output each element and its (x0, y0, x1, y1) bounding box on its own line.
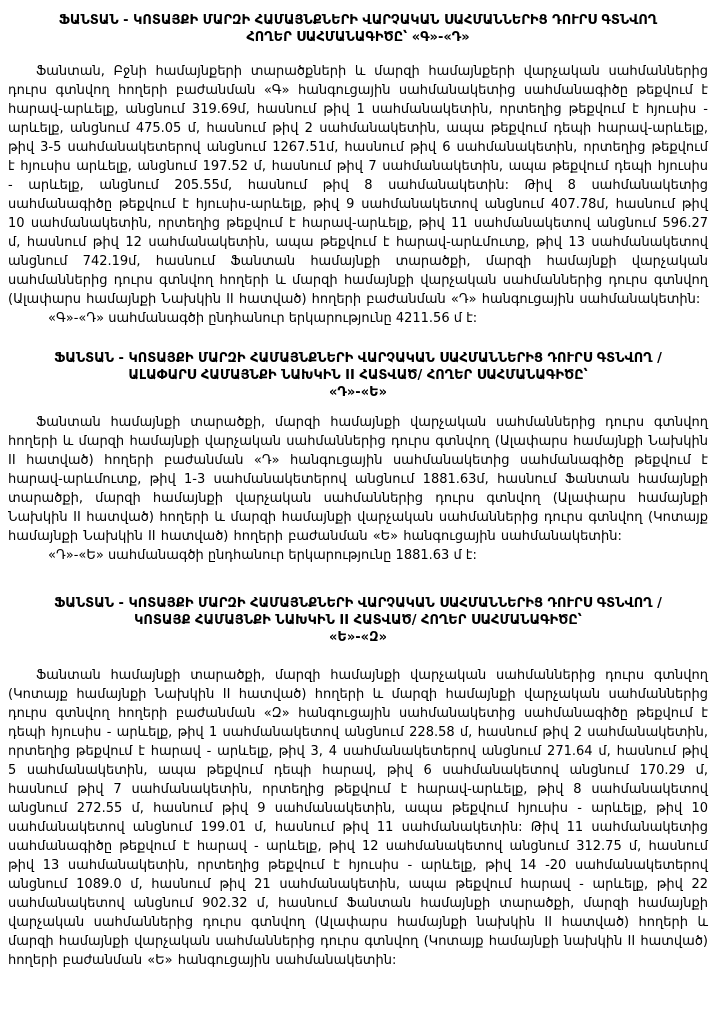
section-3-heading-line-1: ՖԱՆՏԱՆ - ԿՈՏԱՅՔԻ ՄԱՐԶԻ ՀԱՄԱՅՆՔՆԵՐԻ ՎԱՐՉԱԿԱՆ ՍԱՀՄԱՆՆԵՐԻՑ ԴՈՒՐՍ ԳՏՆՎՈՂ / (54, 596, 662, 611)
section-3-heading-line-3: «Ե»-«Զ» (329, 630, 387, 645)
section-2-length-note: «Դ»-«Ե» սահմանագծի ընդհանուր երկարությունը 1881.63 մ է: (48, 548, 477, 563)
section-1-length-note: «Գ»-«Դ» սահմանագծի ընդհանուր երկարությունը 4211.56 մ է: (48, 311, 478, 326)
section-2-heading (8, 350, 708, 401)
section-1-heading-line-2: ՀՈՂԵՐ ՍԱՀՄԱՆԱԳԻԾԸ՝ «Գ»-«Դ» (246, 30, 470, 45)
section-3-heading (8, 595, 708, 646)
section-2-heading-line-3: «Դ»-«Ե» (329, 385, 387, 400)
section-2-heading-line-1: ՖԱՆՏԱՆ - ԿՈՏԱՅՔԻ ՄԱՐԶԻ ՀԱՄԱՅՆՔՆԵՐԻ ՎԱՐՉԱԿԱՆ ՍԱՀՄԱՆՆԵՐԻՑ ԴՈՒՐՍ ԳՏՆՎՈՂ / (54, 351, 662, 366)
section-1-body-paragraph: Ֆանտան, Բջնի համայնքերի տարածքների և մարզի համայնքերի վարչական սահմաններից դուրս գտնվող հողերի բաժանման «Գ» հանգուցային սահմանակետից սահմանագիծը թեքվում է հարավ-արևելք, անցնում 319.69մ, հասնում թիվ 1 սահմանակետին, որտեղից թեքվում է հյուսիս - արևելք, անցնում 475.05 մ, հասնում թիվ 2 սահմանակետին, ապա թեքվում դեպի հարավ-արևելք, թիվ 3-5 սահմանակետերով անցնում 1267.51մ, հասնում թիվ 6 սահմանակետին, որտեղից թեքվում է հյուսիս արևելք, անցնում 197.52 մ, հասնում թիվ 7 սահմանակետին, ապա թեքվում դեպի հյուսիս - արևելք, անցնում 205.55մ, հասնում թիվ 8 սահմանակետին: Թիվ 8 սահմանակետից սահմանագիծը թեքվում է հյուսիս-արևելք, թիվ 9 սահմանակետով անցնում 407.78մ, հասնում թիվ 10 սահմանակետին, որտեղից թեքվում է հարավ-արևելք, թիվ 11 սահմանակետով անցնում 596.27 մ, հասնում թիվ 12 սահմանակետին, ապա թեքվում է հարավ-արևմուտք, թիվ 13 սահմանակետով անցնում 742.19մ, հասնում Ֆանտան համայնքի տարածքի, մարզի համայնքի վարչական սահմաններից դուրս գտնվող հողերի և մարզի համայնքի վարչական սահմաններից դուրս գտնվող (Ալափարս համայնքի Նախկին II հատված) հողերի բաժանման «Դ» հանգուցային սահմանակետին: (8, 64, 708, 307)
section-1-heading-line-1: ՖԱՆՏԱՆ - ԿՈՏԱՅՔԻ ՄԱՐԶԻ ՀԱՄԱՅՆՔՆԵՐԻ ՎԱՐՉԱԿԱՆ ՍԱՀՄԱՆՆԵՐԻՑ ԴՈՒՐՍ ԳՏՆՎՈՂ (58, 13, 658, 28)
section-1-heading (8, 12, 708, 46)
section-2-body-paragraph: Ֆանտան համայնքի տարածքի, մարզի համայնքի վարչական սահմաններից դուրս գտնվող հողերի և մարզի համայնքի վարչական սահմաններից դուրս գտնվող (Ալափարս համայնքի Նախկին II հատված) հողերի բաժանման «Դ» հանգուցային սահմանակետից սահմանագիծը թեքվում է հարավ-արևմուտք, թիվ 1-3 սահմանակետերով անցնում 1881.63մ, հասնում Ֆանտան համայնքի տարածքի, մարզի համայնքի վարչական սահմաններից դուրս գտնվող (Ալափարս համայնքի Նախկին II հատված) հողերի և մարզի համայնքի վարչական սահմաններից դուրս գտնվող (Կոտայք համայնքի Նախկին II հատված) հողերի բաժանման «Ե» հանգուցային սահմանակետին: (8, 415, 708, 544)
section-2-heading-line-2: ԱԼԱՓԱՐՍ ՀԱՄԱՅՆՔԻ ՆԱԽԿԻՆ II ՀԱՏՎԱԾ/ ՀՈՂԵՐ ՍԱՀՄԱՆԱԳԻԾԸ՝ (128, 368, 588, 383)
section-3-body-paragraph: Ֆանտան համայնքի տարածքի, մարզի համայնքի վարչական սահմաններից դուրս գտնվող (Կոտայք համայնքի Նախկին II հատված) հողերի և մարզի համայնքի վարչական սահմաններից դուրս գտնվող հողերի բաժանման «Զ» հանգուցային սահմանակետից սահմանագիծը թեքվում է դեպի հյուսիս - արևելք, թիվ 1 սահմանակետով անցնում 228.58 մ, հասնում թիվ 2 սահմանակետին, որտեղից թեքվում է հարավ - արևելք, թիվ 3, 4 սահմանակետերով անցնում 271.64 մ, հասնում թիվ 5 սահմանակետին, ապա թեքվում դեպի հարավ, թիվ 6 սահմանակետով անցնում 170.29 մ, հասնում թիվ 7 սահմանակետին, որտեղից թեքվում է հարավ-արևելք, թիվ 8 սահմանակետով անցնում 272.55 մ, հասնում թիվ 9 սահմանակետին, ապա թեքվում հյուսիս - արևելք, թիվ 10 սահմանակետով անցնում 199.01 մ, հասնում թիվ 11 սահմանակետին: Թիվ 11 սահմանակետից սահմանագիծը թեքվում է հարավ - արևելք, թիվ 12 սահմանակետով անցնում 312.75 մ, հասնում թիվ 13 սահմանակետին, որտեղից թեքվում է հյուսիս - արևելք, թիվ 14 -20 սահմանակետերով անցնում 1089.0 մ, հասնում թիվ 21 սահմանակետին, ապա թեքվում հարավ - արևելք, թիվ 22 սահմանակետով անցնում 902.32 մ, հասնում Ֆանտան համայնքի տարածքի, մարզի համայնքի վարչական սահմաններից դուրս գտնվող (Ալափարս համայնքի նախկին II հատված) հողերի և մարզի համայնքի վարչական սահմաններից դուրս գտնվող (Կոտայք համայնքի նախկին II հատված) հողերի բաժանման «Ե» հանգուցային սահմանակետին: (8, 668, 708, 968)
section-3-heading-line-2: ԿՈՏԱՅՔ ՀԱՄԱՅՆՔԻ ՆԱԽԿԻՆ II ՀԱՏՎԱԾ/ ՀՈՂԵՐ ՍԱՀՄԱՆԱԳԻԾԸ՝ (134, 613, 582, 628)
